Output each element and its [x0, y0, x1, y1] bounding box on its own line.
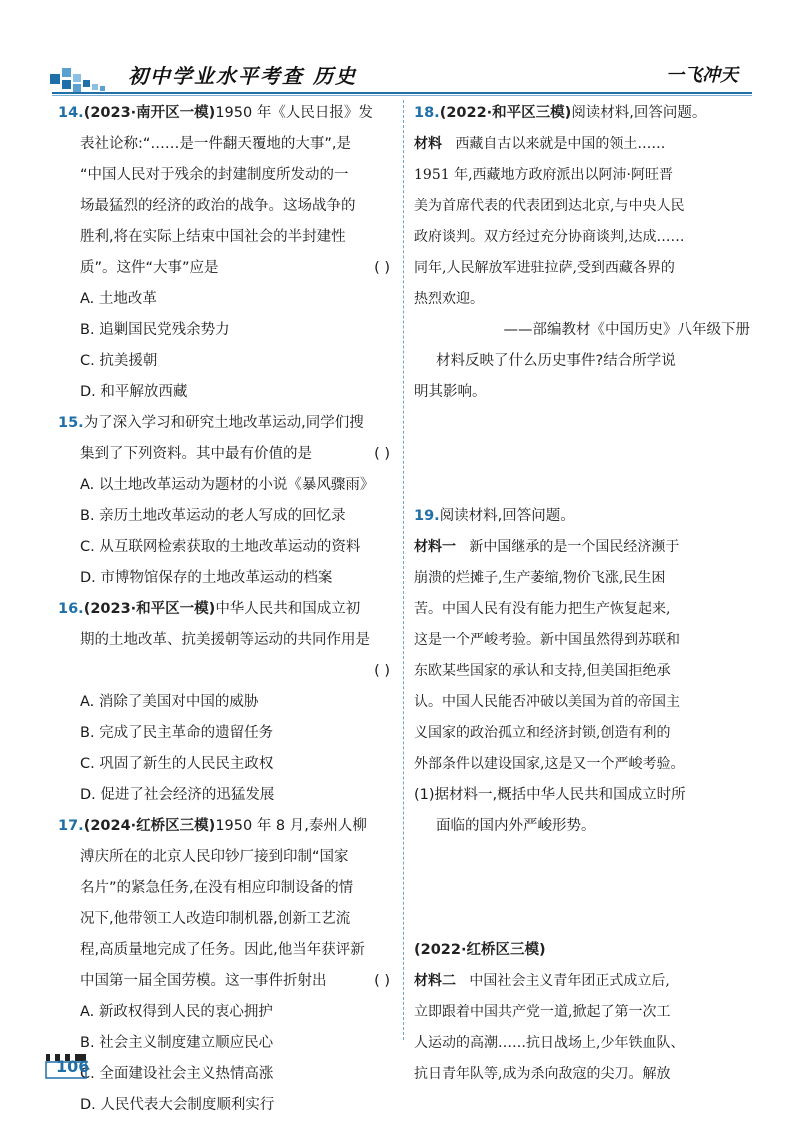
question-source: (2022·和平区三模) — [439, 105, 572, 121]
option-a: A. 土地改革 — [80, 291, 157, 307]
header-rule — [52, 92, 752, 94]
question-17: 17.(2024·红桥区三模)1950 年 8 月,泰州人柳 溥庆所在的北京人民印钞厂接到印制“国家 名片”的紧急任务,在没有相应印制设备的情 况下,他带领工人改造印制机器,创新工艺流 程,高质量地完成了任务。因此,他当年获评新 中国第一届全国劳模。这一事件折射出 ( ) A. 新政权得到人民的衷心拥护 B. 社会主义制度建立顺应民心 C. 全面建设社会主义热情高涨 D. 人民代表大会制度顺利实行 — [58, 811, 394, 1121]
question-number: 17. — [58, 818, 84, 834]
option-c: C. 全面建设社会主义热情高涨 — [80, 1066, 274, 1082]
answer-blank[interactable]: ( ) — [374, 663, 390, 679]
question-14: 14.(2023·南开区一模)1950 年《人民日报》发 表社论称:“……是一件翻天覆地的大事”,是 “中国人民对于残余的封建制度所发动的一 场最猛烈的经济的政治的战争。这场战争的 胜利,将在实际上结束中国社会的半封建性 质”。这件“大事”应是 ( ) A. 土地改革 B. 追剿国民党残余势力 C. 抗美援朝 D. 和平解放西藏 — [58, 98, 394, 408]
header-rule-thin — [52, 95, 752, 96]
header-decoration-icon — [50, 60, 124, 94]
material-label: 材料二 — [414, 973, 456, 989]
page-number: 106 — [56, 1057, 90, 1076]
option-d: D. 市博物馆保存的土地改革运动的档案 — [80, 570, 333, 586]
option-b: B. 社会主义制度建立顺应民心 — [80, 1035, 274, 1051]
answer-blank[interactable]: ( ) — [374, 260, 390, 276]
column-divider — [403, 100, 404, 1040]
answer-space[interactable] — [414, 842, 750, 935]
question-source: (2022·红桥区三模) — [414, 942, 546, 958]
page-title: 初中学业水平考查 历史 — [128, 64, 357, 88]
question-source: (2023·南开区一模) — [83, 105, 216, 121]
material-label: 材料 — [414, 136, 442, 152]
option-b: B. 完成了民主革命的遗留任务 — [80, 725, 274, 741]
option-b: B. 追剿国民党残余势力 — [80, 322, 230, 338]
question-19: 19.阅读材料,回答问题。 材料一 新中国继承的是一个国民经济濒于 崩溃的烂摊子,生产萎缩,物价飞涨,民生困 苦。中国人民有没有能力把生产恢复起来, 这是一个严峻考验。新中国虽然得到苏联和 东欧某些国家的承认和支持,但美国拒绝承 认。中国人民能否冲破以美国为首的帝国主 义国家的政治孤立和经济封锁,创造有利的 外部条件以建设国家,这是又一个严峻考验。 (1)据材料一,概括中华人民共和国成立时所 面临的国内外严峻形势。 (2022·红桥区三模) 材料二 中国社会主义青年团正式成立后, 立即跟着中国共产党一道,掀起了第一次工 人运动的高潮……抗日战场上,少年铁血队、 抗日青年队等,成为杀向敌寇的尖刀。解放 — [414, 501, 750, 1090]
question-source: (2023·和平区一模) — [83, 601, 216, 617]
material-block: 材料一 新中国继承的是一个国民经济濒于 — [414, 539, 680, 555]
material-label: 材料一 — [414, 539, 456, 555]
question-number: 14. — [58, 105, 84, 121]
question-15: 15.为了深入学习和研究土地改革运动,同学们搜 集到了下列资料。其中最有价值的是 ( ) A. 以土地改革运动为题材的小说《暴风骤雨》 B. 亲历土地改革运动的老人写成的回忆录 C. 从互联网检索获取的土地改革运动的资料 D. 市博物馆保存的土地改革运动的档案 — [58, 408, 394, 594]
page-header — [0, 0, 800, 100]
brand-logo: 一飞冲天 — [666, 65, 738, 86]
option-a: A. 以土地改革运动为题材的小说《暴风骤雨》 — [80, 477, 375, 493]
option-d: D. 促进了社会经济的迅猛发展 — [80, 787, 275, 803]
question-number: 18. — [414, 105, 440, 121]
answer-space[interactable] — [414, 408, 750, 501]
question-source: (2024·红桥区三模) — [83, 818, 216, 834]
question-number: 15. — [58, 415, 84, 431]
right-column — [414, 98, 750, 1090]
question-18: 18.(2022·和平区三模)阅读材料,回答问题。 材料 西藏自古以来就是中国的领土…… 1951 年,西藏地方政府派出以阿沛·阿旺晋 美为首席代表的代表团到达北京,与中央人民 政府谈判。双方经过充分协商谈判,达成…… 同年,人民解放军进驻拉萨,受到西藏各界的 热烈欢迎。 ——部编教材《中国历史》八年级下册 材料反映了什么历史事件?结合所学说 明其影响。 — [414, 98, 750, 501]
question-number: 16. — [58, 601, 84, 617]
option-c: C. 巩固了新生的人民民主政权 — [80, 756, 274, 772]
sub-question-1: (1)据材料一,概括中华人民共和国成立时所 — [414, 787, 686, 803]
answer-blank[interactable]: ( ) — [374, 446, 390, 462]
question-16: 16.(2023·和平区一模)中华人民共和国成立初 期的土地改革、抗美援朝等运动的共同作用是 ( ) A. 消除了美国对中国的威胁 B. 完成了民主革命的遗留任务 C. 巩固了新生的人民民主政权 D. 促进了社会经济的迅猛发展 — [58, 594, 394, 811]
option-a: A. 消除了美国对中国的威胁 — [80, 694, 259, 710]
option-c: C. 从互联网检索获取的土地改革运动的资料 — [80, 539, 361, 555]
material-block: 材料 西藏自古以来就是中国的领土…… — [414, 136, 666, 152]
citation: ——部编教材《中国历史》八年级下册 — [503, 322, 750, 338]
question-number: 19. — [414, 508, 440, 524]
option-c: C. 抗美援朝 — [80, 353, 158, 369]
option-a: A. 新政权得到人民的衷心拥护 — [80, 1004, 273, 1020]
answer-blank[interactable]: ( ) — [374, 973, 390, 989]
material-block: 材料二 中国社会主义青年团正式成立后, — [414, 973, 670, 989]
left-column — [58, 98, 394, 1121]
option-d: D. 人民代表大会制度顺利实行 — [80, 1097, 275, 1113]
option-b: B. 亲历土地改革运动的老人写成的回忆录 — [80, 508, 346, 524]
option-d: D. 和平解放西藏 — [80, 384, 188, 400]
